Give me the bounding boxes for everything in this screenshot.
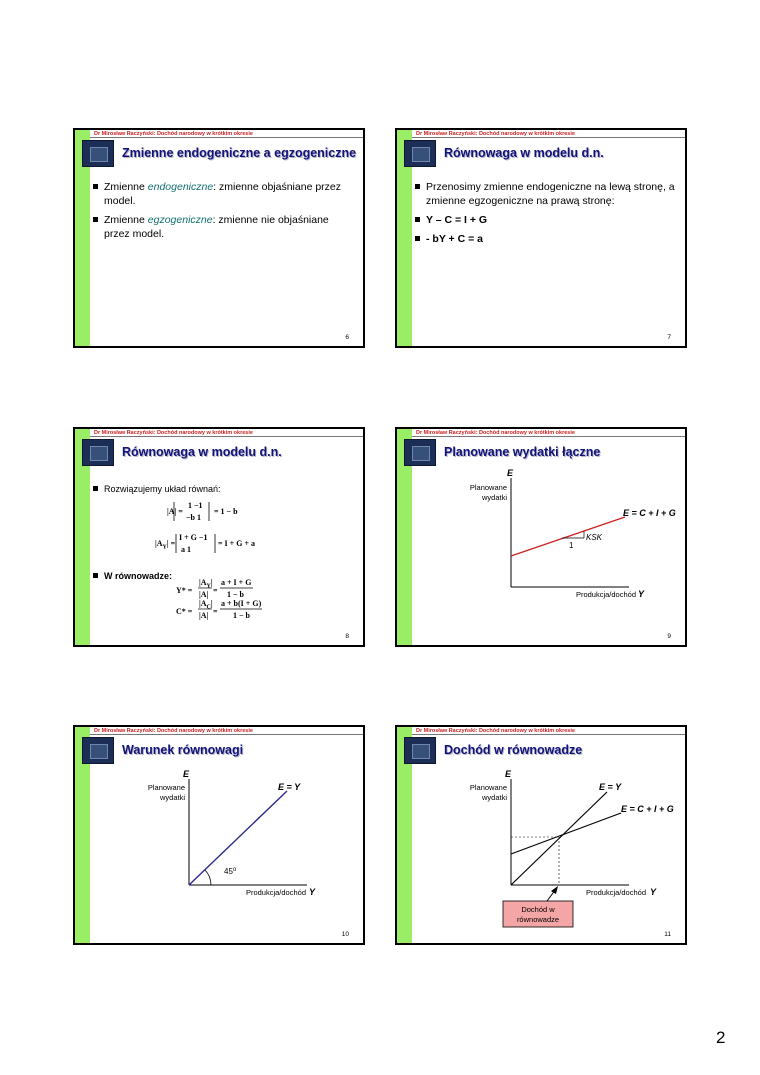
header-divider [90, 137, 363, 138]
slide-9 [395, 427, 687, 647]
slide-number: 6 [345, 334, 349, 341]
cstar-lhs: C* = [176, 607, 193, 616]
slide-title: Równowaga w modelu d.n. [444, 146, 604, 160]
equilibrium-line-label: E = Y [278, 782, 301, 792]
cstar-frac-num-close: | [210, 599, 213, 608]
y-axis-label-2: wydatki [481, 793, 507, 802]
equilibrium-box-label-1: Dochód w [521, 905, 555, 914]
bullet-item: W równowadze: [93, 569, 353, 583]
y-axis-var: E [507, 468, 514, 478]
bullet-list [93, 180, 353, 246]
slide-number: 9 [667, 633, 671, 640]
bullet-text: Zmienne [104, 214, 148, 226]
y-axis-label-1: Planowane [147, 783, 185, 792]
x-axis-var: Y [638, 589, 645, 599]
y-axis-var: E [183, 769, 190, 779]
x-axis-label: Produkcja/dochód [245, 888, 306, 897]
header-divider [412, 137, 685, 138]
x-axis-var: Y [309, 887, 316, 897]
slide-header: Dr Mirosław Raczyński: Dochód narodowy w krótkim okresie [94, 131, 253, 137]
bullet-item [93, 180, 353, 208]
ystar-frac-num-close: | [210, 578, 213, 587]
term-endogenous: endogeniczne [147, 181, 214, 193]
slide-number: 7 [667, 334, 671, 341]
logo-icon [404, 140, 436, 167]
chart-equilibrium-income [397, 727, 687, 945]
det-ay-sub: Y [162, 544, 167, 551]
det-a-row1: 1 −1 [188, 501, 203, 510]
line-aggregate-expenditure-label: E = C + I + G [621, 804, 674, 814]
slope-label: KSK [586, 533, 603, 542]
logo-icon [82, 140, 114, 167]
det-ay-lhs-text: |A [155, 539, 163, 548]
slide-header: Dr Mirosław Raczyński: Dochód narodowy w krótkim okresie [94, 728, 253, 734]
ystar-frac-sub: Y [206, 583, 211, 590]
expenditure-line [511, 517, 625, 556]
angle-arc [205, 870, 211, 885]
angle-value: 45 [224, 867, 233, 876]
expenditure-line-label: E = C + I + G [623, 508, 676, 518]
y-axis-label-2: wydatki [159, 793, 185, 802]
ystar-den: 1 − b [227, 590, 245, 599]
line-aggregate-expenditure [511, 813, 621, 854]
slide-title: Dochód w równowadze [444, 743, 583, 757]
ystar-lhs: Y* = [176, 586, 193, 595]
cstar-frac-sub: C [206, 604, 211, 611]
slide-10 [73, 725, 365, 945]
x-axis-label: Produkcja/dochód [575, 590, 636, 599]
bullet-text: Zmienne [104, 181, 148, 193]
bullet-text: : zmienne objaśniane przez model. [104, 181, 341, 207]
slide-7 [395, 128, 687, 348]
equilibrium-box-label-2: równowadze [516, 915, 560, 924]
cstar-frac-den: |A| [199, 611, 209, 620]
cstar-frac-num-text: |A [199, 599, 207, 608]
slide-number: 10 [341, 931, 349, 938]
det-ay-row1: I + G −1 [179, 533, 208, 542]
term-exogenous: egzogeniczne [147, 214, 213, 226]
chart-planned-expenditure [397, 429, 687, 647]
y-axis-label-1: Planowane [469, 483, 507, 492]
slide-8 [73, 427, 365, 647]
slide-6 [73, 128, 365, 348]
ystar-eq: = [213, 586, 218, 595]
det-a-row2: −b 1 [186, 513, 202, 522]
det-ay-rhs: = I + G + a [218, 539, 256, 548]
cstar-den: 1 − b [233, 611, 251, 620]
slide-title: Zmienne endogeniczne a egzogeniczne [122, 146, 357, 160]
det-a-lhs: |A| = [167, 507, 183, 516]
y-axis-label-1: Planowane [469, 783, 507, 792]
slide-header: Dr Mirosław Raczyński: Dochód narodowy w krótkim okresie [416, 728, 575, 734]
cstar-num: a + b(I + G) [221, 599, 262, 608]
angle-label [224, 867, 237, 876]
det-a-rhs: = 1 − b [214, 507, 238, 516]
ystar-frac-den: |A| [199, 590, 209, 599]
bullet-item: Przenosimy zmienne endogeniczne na lewą stronę, a zmienne egzogeniczne na prawą stronę: [415, 180, 675, 208]
y-axis-var: E [505, 769, 512, 779]
ystar-frac-num-text: |A [199, 578, 207, 587]
page-number: 2 [716, 1028, 726, 1047]
slide-header: Dr Mirosław Raczyński: Dochód narodowy w krótkim okresie [416, 430, 575, 436]
bullet-item: Rozwiązujemy układ równań: [93, 482, 353, 496]
fraction-bars [75, 429, 365, 647]
det-ay-row2: a 1 [181, 545, 191, 554]
bullet-item: - bY + C = a [415, 232, 675, 246]
slide-title: Warunek równowagi [122, 743, 244, 757]
chart-equilibrium-condition [75, 727, 365, 945]
slide-number: 8 [345, 633, 349, 640]
y-axis-label-2: wydatki [481, 493, 507, 502]
angle-degree: o [232, 867, 237, 873]
slide-header: Dr Mirosław Raczyński: Dochód narodowy w krótkim okresie [94, 430, 253, 436]
step-label: 1 [569, 541, 574, 550]
bullet-item [93, 213, 353, 241]
bullet-item: Y – C = I + G [415, 213, 675, 227]
x-axis-var: Y [650, 887, 657, 897]
arrow-head [551, 886, 558, 894]
slide-title: Planowane wydatki łączne [444, 445, 601, 459]
bullet-text: : zmienne nie objaśniane przez model. [104, 214, 329, 240]
det-ay-close: | = [166, 539, 176, 548]
slide-title: Równowaga w modelu d.n. [122, 445, 282, 459]
equilibrium-line [189, 791, 287, 885]
bullet-list [415, 180, 675, 251]
x-axis-label: Produkcja/dochód [585, 888, 646, 897]
cstar-eq: = [213, 607, 218, 616]
slide-header: Dr Mirosław Raczyński: Dochód narodowy w krótkim okresie [416, 131, 575, 137]
slide-number: 11 [664, 931, 671, 938]
slide-11 [395, 725, 687, 945]
ystar-num: a + I + G [221, 578, 252, 587]
line-e-equals-y-label: E = Y [599, 782, 622, 792]
